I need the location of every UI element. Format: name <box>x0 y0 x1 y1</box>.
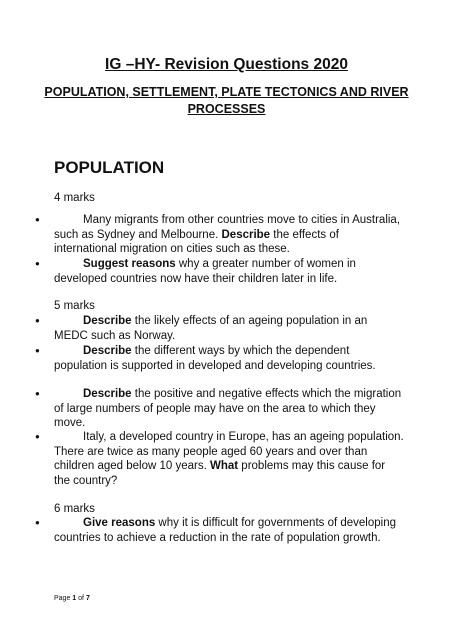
question-item: ● Many migrants from other countries move to cities in Australia, such as Sydney and Melbourne. Describe the effects of international migration on cities such as these. <box>35 214 401 255</box>
marks-label: 5 marks <box>54 300 95 312</box>
question-item: ● Describe the positive and negative effects which the migration of large numbers of people may have on the area to which they move. <box>35 388 402 429</box>
document-subtitle: POPULATION, SETTLEMENT, PLATE TECTONICS AND RIVER PROCESSES <box>44 85 409 116</box>
page-footer: Page 1 of 7 <box>54 595 90 602</box>
marks-label: 4 marks <box>54 192 95 204</box>
question-item: ● Describe the likely effects of an ageing population in an MEDC such as Norway. <box>35 315 368 342</box>
marks-label: 6 marks <box>54 503 95 515</box>
section-heading: POPULATION <box>54 158 165 177</box>
question-item: ● Suggest reasons why a greater number of women in developed countries now have their children later in life. <box>35 258 356 285</box>
bullet-icon: ● <box>35 215 40 224</box>
bullet-icon: ● <box>35 432 40 441</box>
question-item: ● Describe the different ways by which the dependent population is supported in developed and developing countries. <box>35 345 376 372</box>
question-item: ● Italy, a developed country in Europe, has an ageing population. There are twice as many people aged 60 years and over than children aged below 10 years. What problems may this cause for the country? <box>35 431 404 487</box>
bullet-icon: ● <box>35 316 40 325</box>
bullet-icon: ● <box>35 389 40 398</box>
document-title: IG –HY- Revision Questions 2020 <box>105 56 348 73</box>
bullet-icon: ● <box>35 259 40 268</box>
question-item: ● Give reasons why it is difficult for governments of developing countries to achieve a reduction in the rate of population growth. <box>35 517 397 544</box>
bullet-icon: ● <box>35 346 40 355</box>
bullet-icon: ● <box>35 518 40 527</box>
